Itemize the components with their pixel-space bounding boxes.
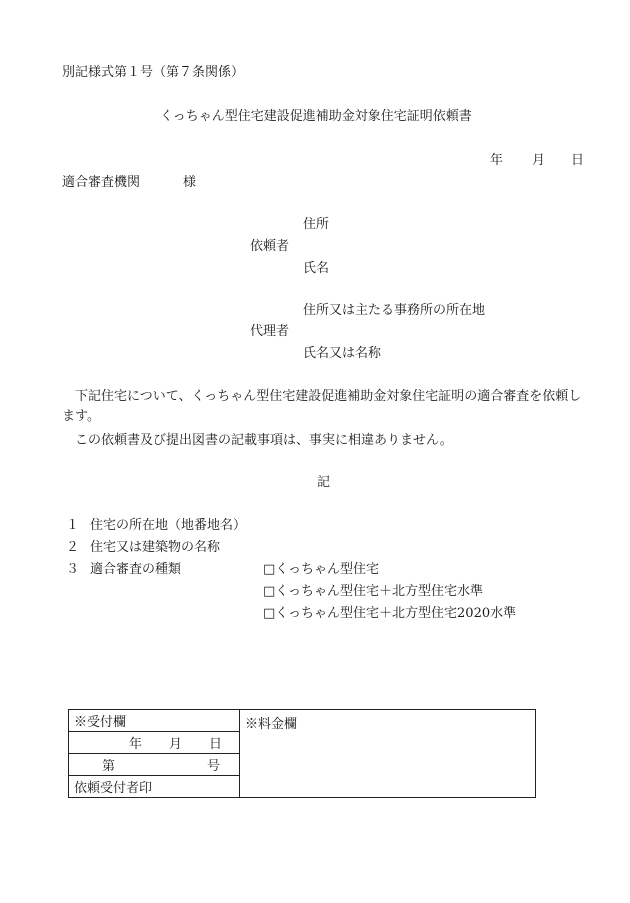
applicant-name-label: 氏名	[303, 261, 330, 276]
item-number: １	[66, 518, 80, 533]
date-day: 日	[571, 153, 585, 168]
date-year: 年	[490, 153, 504, 168]
item-number: ３	[66, 562, 80, 577]
body-paragraph-2: この依頼書及び提出図書の記載事項は、事実に相違ありません。	[62, 433, 453, 448]
ki-heading: 記	[317, 475, 331, 490]
receipt-date-month: 月	[169, 737, 183, 752]
receipt-number-cell	[69, 754, 240, 776]
option-label: くっちゃん型住宅＋北方型住宅水準	[275, 584, 484, 599]
receipt-number-prefix: 第	[102, 759, 116, 774]
applicant-role: 依頼者	[250, 239, 290, 254]
reception-label-cell: ※受付欄	[69, 710, 240, 732]
body-paragraph-1: 下記住宅について、くっちゃん型住宅建設促進補助金対象住宅証明の適合審査を依頼します。	[62, 389, 582, 424]
receipt-date-cell	[69, 732, 240, 754]
date-day-wrap	[571, 154, 584, 167]
item-label: 適合審査の種類	[90, 562, 182, 577]
document-date	[490, 154, 503, 167]
item-number: ２	[66, 540, 80, 555]
checkbox-icon[interactable]: □	[263, 606, 276, 621]
stamp-label-cell: 依頼受付者印	[69, 776, 240, 798]
addressee-honorific: 様	[183, 175, 197, 190]
checkbox-icon[interactable]: □	[263, 562, 276, 577]
review-option-2[interactable]	[263, 585, 483, 598]
receipt-number-suffix: 号	[207, 759, 221, 774]
agent-role: 代理者	[250, 324, 290, 339]
receipt-table	[68, 709, 536, 798]
item-label: 住宅又は建築物の名称	[90, 540, 221, 555]
addressee-name: 適合審査機関	[62, 175, 141, 190]
date-month: 月	[532, 153, 546, 168]
option-label: くっちゃん型住宅	[275, 562, 380, 577]
receipt-date-day: 日	[209, 737, 223, 752]
receipt-date-year: 年	[129, 737, 143, 752]
checkbox-icon[interactable]: □	[263, 584, 276, 599]
agent-name-label: 氏名又は名称	[303, 346, 382, 361]
document-title: くっちゃん型住宅建設促進補助金対象住宅証明依頼書	[160, 109, 472, 124]
fee-cell	[240, 710, 536, 798]
agent-address-label: 住所又は主たる事務所の所在地	[303, 303, 486, 318]
item-label: 住宅の所在地（地番地名）	[90, 518, 247, 533]
fee-label: ※料金欄	[245, 717, 298, 732]
applicant-address-label: 住所	[303, 217, 330, 232]
form-number: 別記様式第１号（第７条関係）	[62, 65, 245, 80]
review-option-1[interactable]	[263, 563, 379, 576]
option-label: くっちゃん型住宅＋北方型住宅2020水準	[275, 606, 517, 621]
date-month-wrap	[532, 154, 545, 167]
review-option-3[interactable]	[263, 607, 516, 620]
